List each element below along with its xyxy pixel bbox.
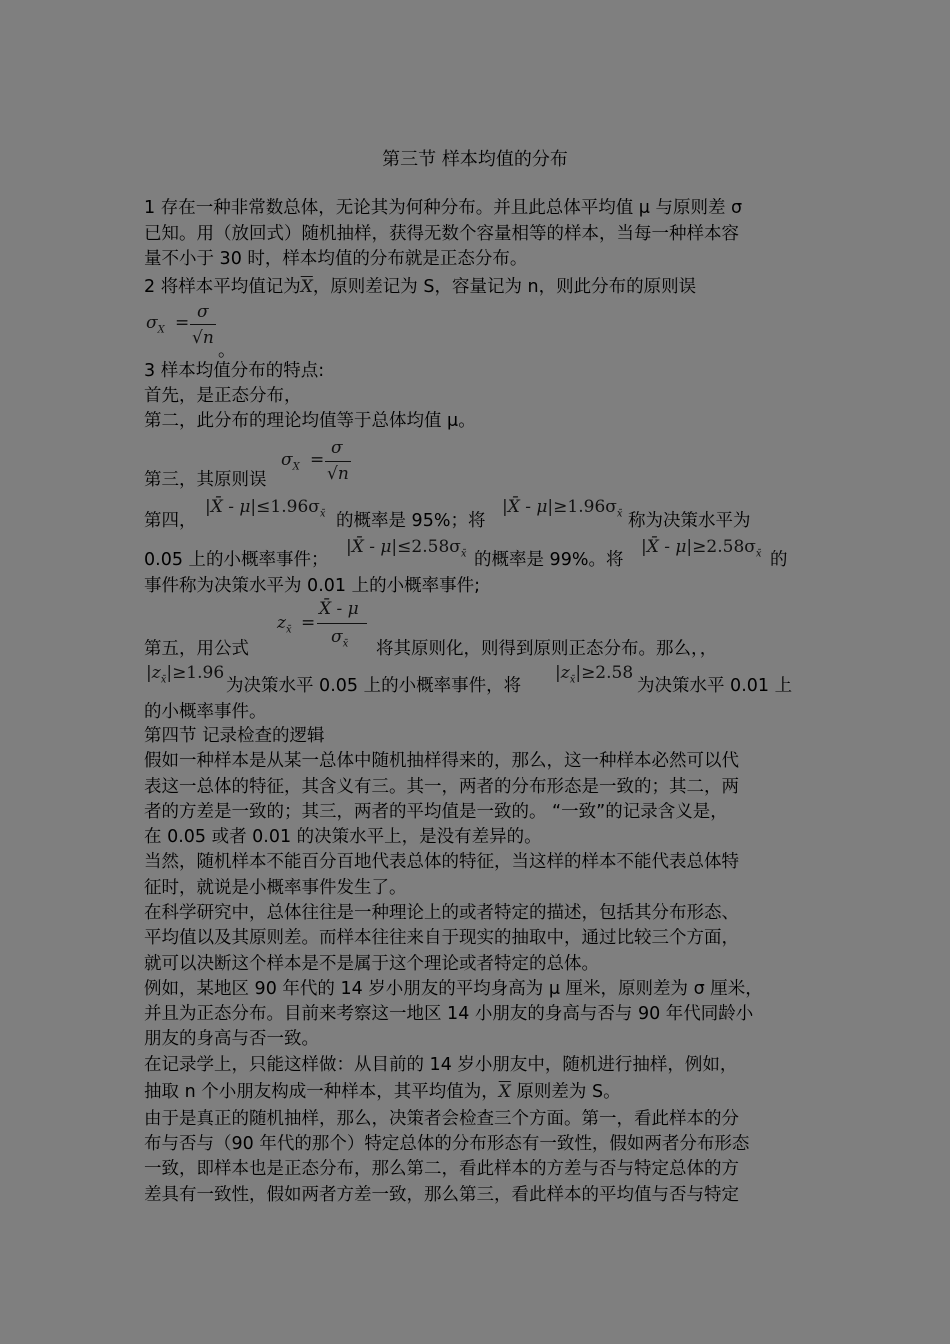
text-fragment: ，原则差记为 S，容量记为 n，则此分布的原则误 — [312, 277, 697, 297]
inequality-formula: $|z_{x̄}|\ge 1.96$ — [146, 663, 225, 686]
inequality-formula: $|z_{x̄}|\ge 2.58$ — [555, 663, 634, 686]
text-line — [144, 275, 812, 299]
text-fragment: 为决策水平 0.05 上的小概率事件，将 — [226, 676, 522, 696]
text-fragment: 的概率是 99%。将 — [474, 550, 624, 570]
text-fragment: 称为决策水平为 — [628, 511, 751, 531]
text-line: 量不小于 30 时，样本均值的分布就是正态分布。 — [144, 249, 528, 269]
text-fragment: 第四， — [144, 511, 197, 531]
inequality-formula: |X̄ - $\mu|\le 1.96\sigma_{x̄}$ — [205, 497, 326, 520]
equals-sign: = — [175, 313, 190, 333]
text-line: 的小概率事件。 — [144, 702, 267, 722]
text-line: 朋友的身高与否一致。 — [144, 1029, 319, 1049]
text-line: 并且为正态分布。目前来考察这一地区 14 小朋友的身高与否与 90 年代同龄小 — [144, 1004, 754, 1024]
text-line: 首先，是正态分布， — [144, 386, 302, 406]
fraction-denominator: √n — [327, 464, 349, 484]
text-line: 在记录学上，只能这样做：从目前的 14 岁小朋友中，随机进行抽样，例如， — [144, 1055, 738, 1075]
text-fragment: 将其原则化，则得到原则正态分布。那么，， — [376, 639, 718, 659]
xbar-symbol: $\overline{X}$ — [498, 1082, 511, 1102]
inequality-formula: |X̄ - $\mu|\ge 1.96\sigma_{x̄}$ — [502, 497, 623, 520]
text-line: 第三，其原则误 — [144, 470, 267, 490]
text-fragment: 0.05 上的小概率事件； — [144, 550, 329, 570]
text-line: 在科学研究中，总体往往是一种理论上的或者特定的描述，包括其分布形态、 — [144, 903, 739, 923]
text-line: 者的方差是一致的；其三，两者的平均值是一致的。 “一致”的记录含义是， — [144, 802, 728, 822]
standard-error-formula: $\sigma_X$ — [146, 313, 165, 336]
z-score-formula: $z_{x̄}$ — [277, 613, 292, 636]
text-fragment: 的 — [770, 550, 788, 570]
text-line: 例如，某地区 90 年代的 14 岁小朋友的平均身高为 μ 厘米，原则差为 σ 厘米， — [144, 979, 763, 999]
text-line: 布与否与（90 年代的那个）特定总体的分布形态有一致性，假如两者分布形态 — [144, 1134, 750, 1154]
text-line: 事件称为决策水平为 0.01 上的小概率事件; — [144, 576, 480, 596]
text-line: 由于是真正的随机抽样，那么，决策者会检查三个方面。第一，看此样本的分 — [144, 1109, 739, 1129]
text-fragment: 原则差为 S。 — [516, 1082, 621, 1102]
section-heading: 第四节 记录检查的逻辑 — [144, 726, 325, 746]
text-line: 第二，此分布的理论均值等于总体均值 μ。 — [144, 411, 476, 431]
equals-sign: = — [310, 450, 325, 470]
text-fragment: 为决策水平 0.01 上 — [637, 676, 793, 696]
text-fragment: 第五，用公式 — [144, 639, 249, 659]
text-line: 已知。用（放回式）随机抽样，获得无数个容量相等的样本，当每一种样本容 — [144, 224, 739, 244]
fraction-bar — [317, 623, 367, 624]
fraction-numerator: σ — [331, 438, 343, 458]
text-line: 3 样本均值分布的特点: — [144, 361, 325, 381]
text-line: 征时，就说是小概率事件发生了。 — [144, 878, 407, 898]
fraction-bar — [190, 324, 216, 325]
text-line: 平均值以及其原则差。而样本往往来自于现实的抽取中，通过比较三个方面， — [144, 928, 739, 948]
text-line: 1 存在一种非常数总体，无论其为何种分布。并且此总体平均值 μ 与原则差 σ — [144, 198, 743, 218]
text-fragment: 抽取 n 个小朋友构成一种样本，其平均值为， — [144, 1082, 499, 1102]
inequality-formula: |X̄ - $\mu|\ge 2.58\sigma_{x̄}$ — [641, 537, 762, 560]
fraction-denominator: √n — [192, 328, 214, 348]
text-line: 一致，即样本也是正态分布，那么第二，看此样本的方差与否与特定总体的方 — [144, 1159, 739, 1179]
text-fragment: 的概率是 95%；将 — [336, 511, 486, 531]
xbar-symbol: $\overline{X}$ — [300, 277, 313, 297]
fraction-numerator: X̄ - μ — [319, 599, 359, 619]
text-line: 表这一总体的特征，其含义有三。其一，两者的分布形态是一致的；其二，两 — [144, 777, 739, 797]
text-line: 差具有一致性，假如两者方差一致，那么第三，看此样本的平均值与否与特定 — [144, 1185, 739, 1205]
text-line: 假如一种样本是从某一总体中随机抽样得来的，那么，这一种样本必然可以代 — [144, 751, 739, 771]
text-line: 就可以决断这个样本是不是属于这个理论或者特定的总体。 — [144, 954, 599, 974]
fraction-bar — [325, 461, 351, 462]
text-line: 在 0.05 或者 0.01 的决策水平上，是没有差异的。 — [144, 827, 542, 847]
equals-sign: = — [301, 613, 316, 633]
text-fragment: 。 — [218, 341, 236, 361]
text-line: 当然，随机样本不能百分百地代表总体的特征，当这样的样本不能代表总体特 — [144, 852, 739, 872]
text-line — [144, 1080, 812, 1104]
fraction-denominator: $\sigma_{x̄}$ — [331, 627, 349, 650]
inequality-formula: |X̄ - $\mu|\le 2.58\sigma_{x̄}$ — [346, 537, 467, 560]
standard-error-formula: $\sigma_X$ — [281, 450, 300, 473]
section-title: 第三节 样本均值的分布 — [382, 149, 568, 170]
text-fragment: 2 将样本平均值记为 — [144, 277, 301, 297]
fraction-numerator: σ — [197, 302, 209, 322]
